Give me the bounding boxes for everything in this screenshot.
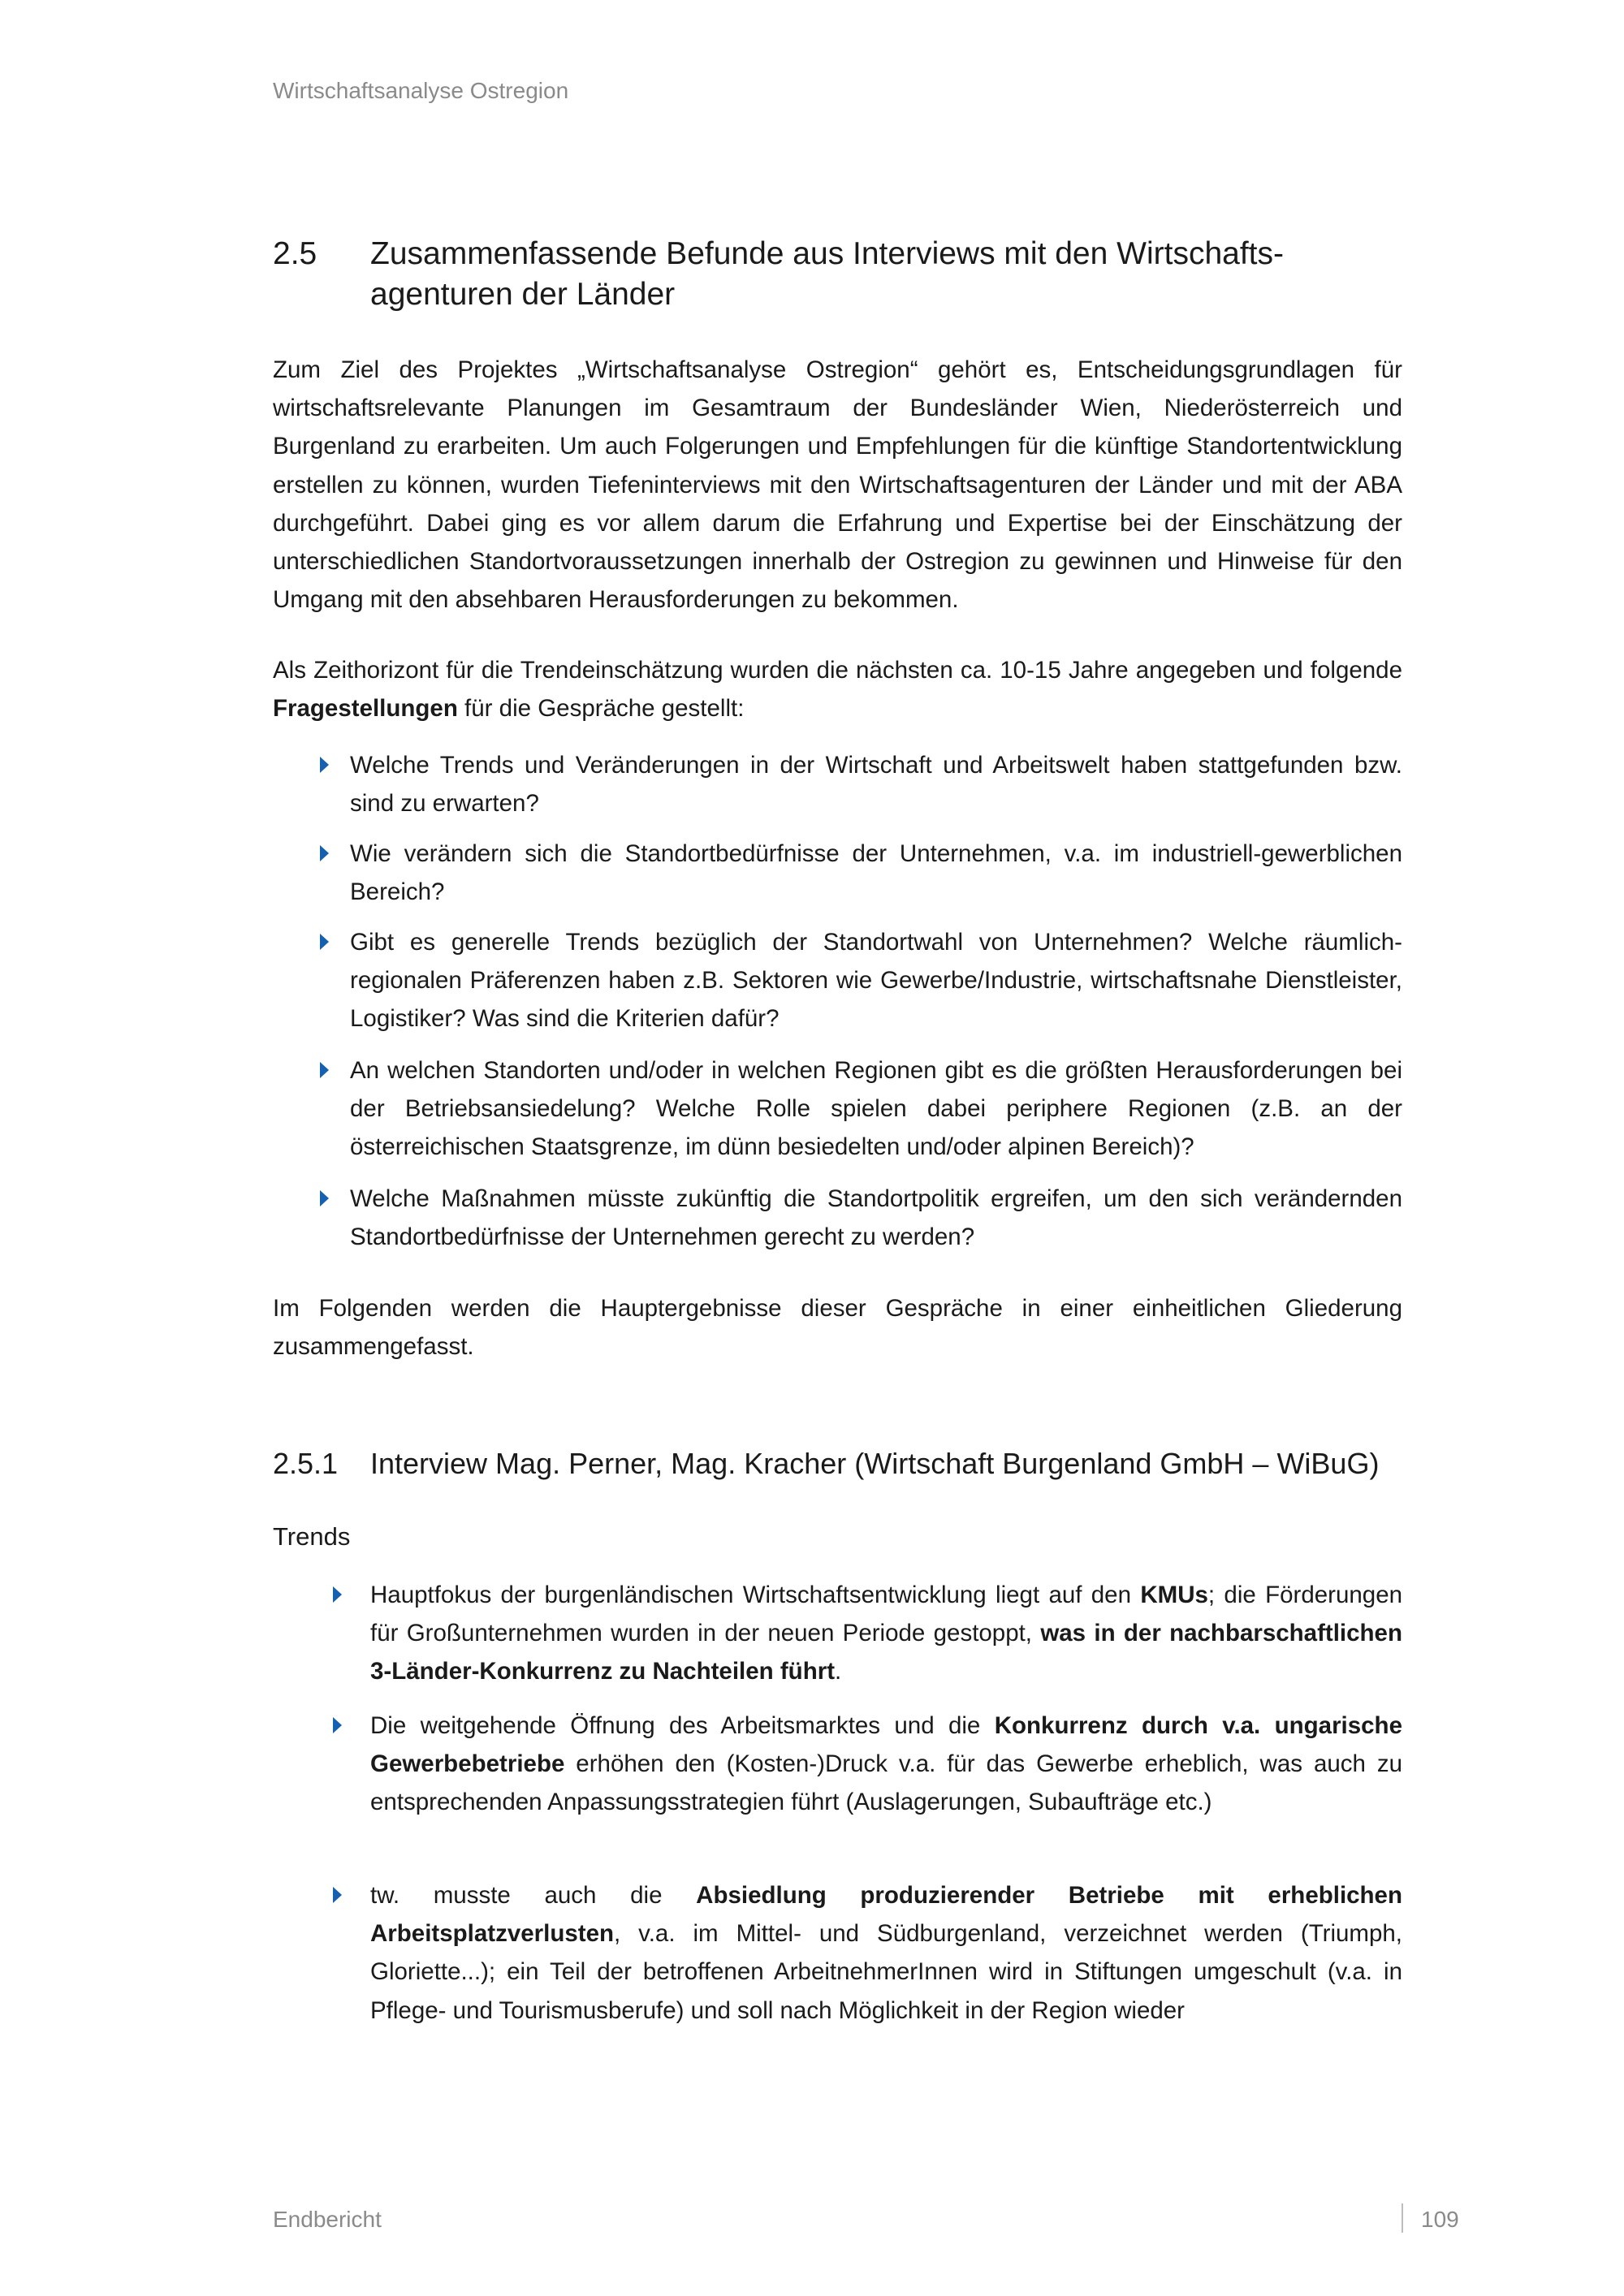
text-run: Gibt es generelle Trends bezüglich der Standortwahl von Unternehmen? Welche räumlich-regionalen Präferenzen haben z.B. Sektoren wie Gewerbe/Industrie, wirtschaftsnahe Dienstleister, Logistiker? Was sind die Kriterien dafür? <box>350 929 1402 1033</box>
bold-text: Fragestellungen <box>273 695 458 723</box>
text-run: Als Zeithorizont für die Trendeinschätzung wurden die nächsten ca. 10-15 Jahre angegeben und folgende <box>273 657 1402 684</box>
list-item <box>370 1876 1402 2030</box>
text-run: Im Folgenden werden die Hauptergebnisse dieser Gespräche in einer einheitlichen Gliederung zusammengefasst. <box>273 1295 1402 1361</box>
page-number: 109 <box>1421 2207 1459 2232</box>
running-header: Wirtschaftsanalyse Ostregion <box>273 78 569 103</box>
text-run: für die Gespräche gestellt: <box>457 695 745 723</box>
list-item <box>370 1707 1402 1822</box>
text-run: Zum Ziel des Projektes „Wirtschaftsanalyse Ostregion“ gehört es, Entscheidungsgrundlagen für wirtschaftsrelevante Planungen im Gesamtraum der Bundesländer Wien, Niederösterreich und Burgenland zu erarbeiten. Um auch Folgerungen und Empfehlungen für die künftige Standortentwicklung erstellen zu können, wurden Tiefeninterviews mit den Wirtschaftsagenturen der Länder und mit der ABA durchgeführt. Dabei ging es vor allem darum die Erfahrung und Expertise bei der Einschätzung der unterschiedlichen Standortvoraussetzungen innerhalb der Ostregion zu gewinnen und Hinweise für den Umgang mit den absehbaren Herausforderungen zu bekommen. <box>273 356 1402 614</box>
bullet-triangle-icon <box>320 845 329 861</box>
text-run: Die weitgehende Öffnung des Arbeitsmarktes und die <box>370 1712 995 1739</box>
bullet-triangle-icon <box>333 1717 342 1733</box>
text-run: Hauptfokus der burgenländischen Wirtschaftsentwicklung liegt auf den <box>370 1582 1141 1608</box>
footer-label: Endbericht <box>273 2207 382 2232</box>
section-title: Zusammenfassende Befunde aus Interviews mit den Wirtschafts-agenturen der Länder <box>370 236 1284 312</box>
list-item <box>350 746 1402 822</box>
text-run: Welche Trends und Veränderungen in der Wirtschaft und Arbeitswelt haben stattgefunden bzw. sind zu erwarten? <box>350 752 1402 818</box>
questions-intro-paragraph <box>273 651 1402 727</box>
text-run: ; die Förderungen für Großunternehmen wurden in der neuen Periode gestoppt, <box>370 1582 1403 1647</box>
bullet-triangle-icon <box>320 1190 329 1206</box>
bullet-triangle-icon <box>320 757 329 773</box>
bullet-triangle-icon <box>320 1062 329 1078</box>
subsection-number: 2.5.1 <box>273 1447 339 1480</box>
list-item <box>350 1051 1402 1167</box>
list-item <box>350 835 1402 911</box>
list-item <box>350 1180 1402 1256</box>
bold-text: Konkurrenz durch v.a. ungarische Gewerbebetriebe <box>370 1712 1402 1778</box>
subsection-title: Interview Mag. Perner, Mag. Kracher (Wirtschaft Burgenland GmbH – WiBuG) <box>370 1447 1380 1480</box>
intro-paragraph <box>273 351 1402 619</box>
text-run: . <box>835 1658 842 1685</box>
closing-paragraph <box>273 1289 1402 1366</box>
bold-text: Absiedlung produzierender Betriebe mit erheblichen Arbeitsplatzverlusten <box>370 1882 1402 1948</box>
list-item <box>350 923 1402 1038</box>
text-run: tw. musste auch die <box>370 1882 697 1909</box>
text-run: erhöhen den (Kosten-)Druck v.a. für das Gewerbe erheblich, was auch zu entsprechenden Anpassungsstrategien führt (Auslagerungen, Subaufträge etc.) <box>370 1750 1402 1816</box>
trends-heading: Trends <box>273 1522 351 1551</box>
bullet-triangle-icon <box>320 934 329 950</box>
text-run: Wie verändern sich die Standortbedürfnisse der Unternehmen, v.a. im industriell-gewerblichen Bereich? <box>350 840 1402 906</box>
bullet-triangle-icon <box>333 1586 342 1603</box>
text-run: , v.a. im Mittel- und Südburgenland, verzeichnet werden (Triumph, Gloriette...); ein Teil der betroffenen ArbeitnehmerInnen wird in Stiftungen umgeschult (v.a. in Pflege- und Tourismusberufe) und soll nach Möglichkeit in der Region wieder <box>370 1920 1402 2024</box>
text-run: Welche Maßnahmen müsste zukünftig die Standortpolitik ergreifen, um den sich verändernden Standortbedürfnisse der Unternehmen gerecht zu werden? <box>350 1185 1402 1251</box>
footer-divider <box>1402 2203 1403 2233</box>
text-run: An welchen Standorten und/oder in welchen Regionen gibt es die größten Herausforderungen bei der Betriebsansiedelung? Welche Rolle spielen dabei periphere Regionen (z.B. an der österreichischen Staatsgrenze, im dünn besiedelten und/oder alpinen Bereich)? <box>350 1057 1402 1161</box>
list-item <box>370 1576 1402 1691</box>
section-number: 2.5 <box>273 236 317 271</box>
bold-text: KMUs <box>1140 1582 1208 1608</box>
bold-text: was in der nachbarschaftlichen 3-Länder-Konkurrenz zu Nachteilen führt <box>370 1620 1402 1685</box>
bullet-triangle-icon <box>333 1887 342 1903</box>
